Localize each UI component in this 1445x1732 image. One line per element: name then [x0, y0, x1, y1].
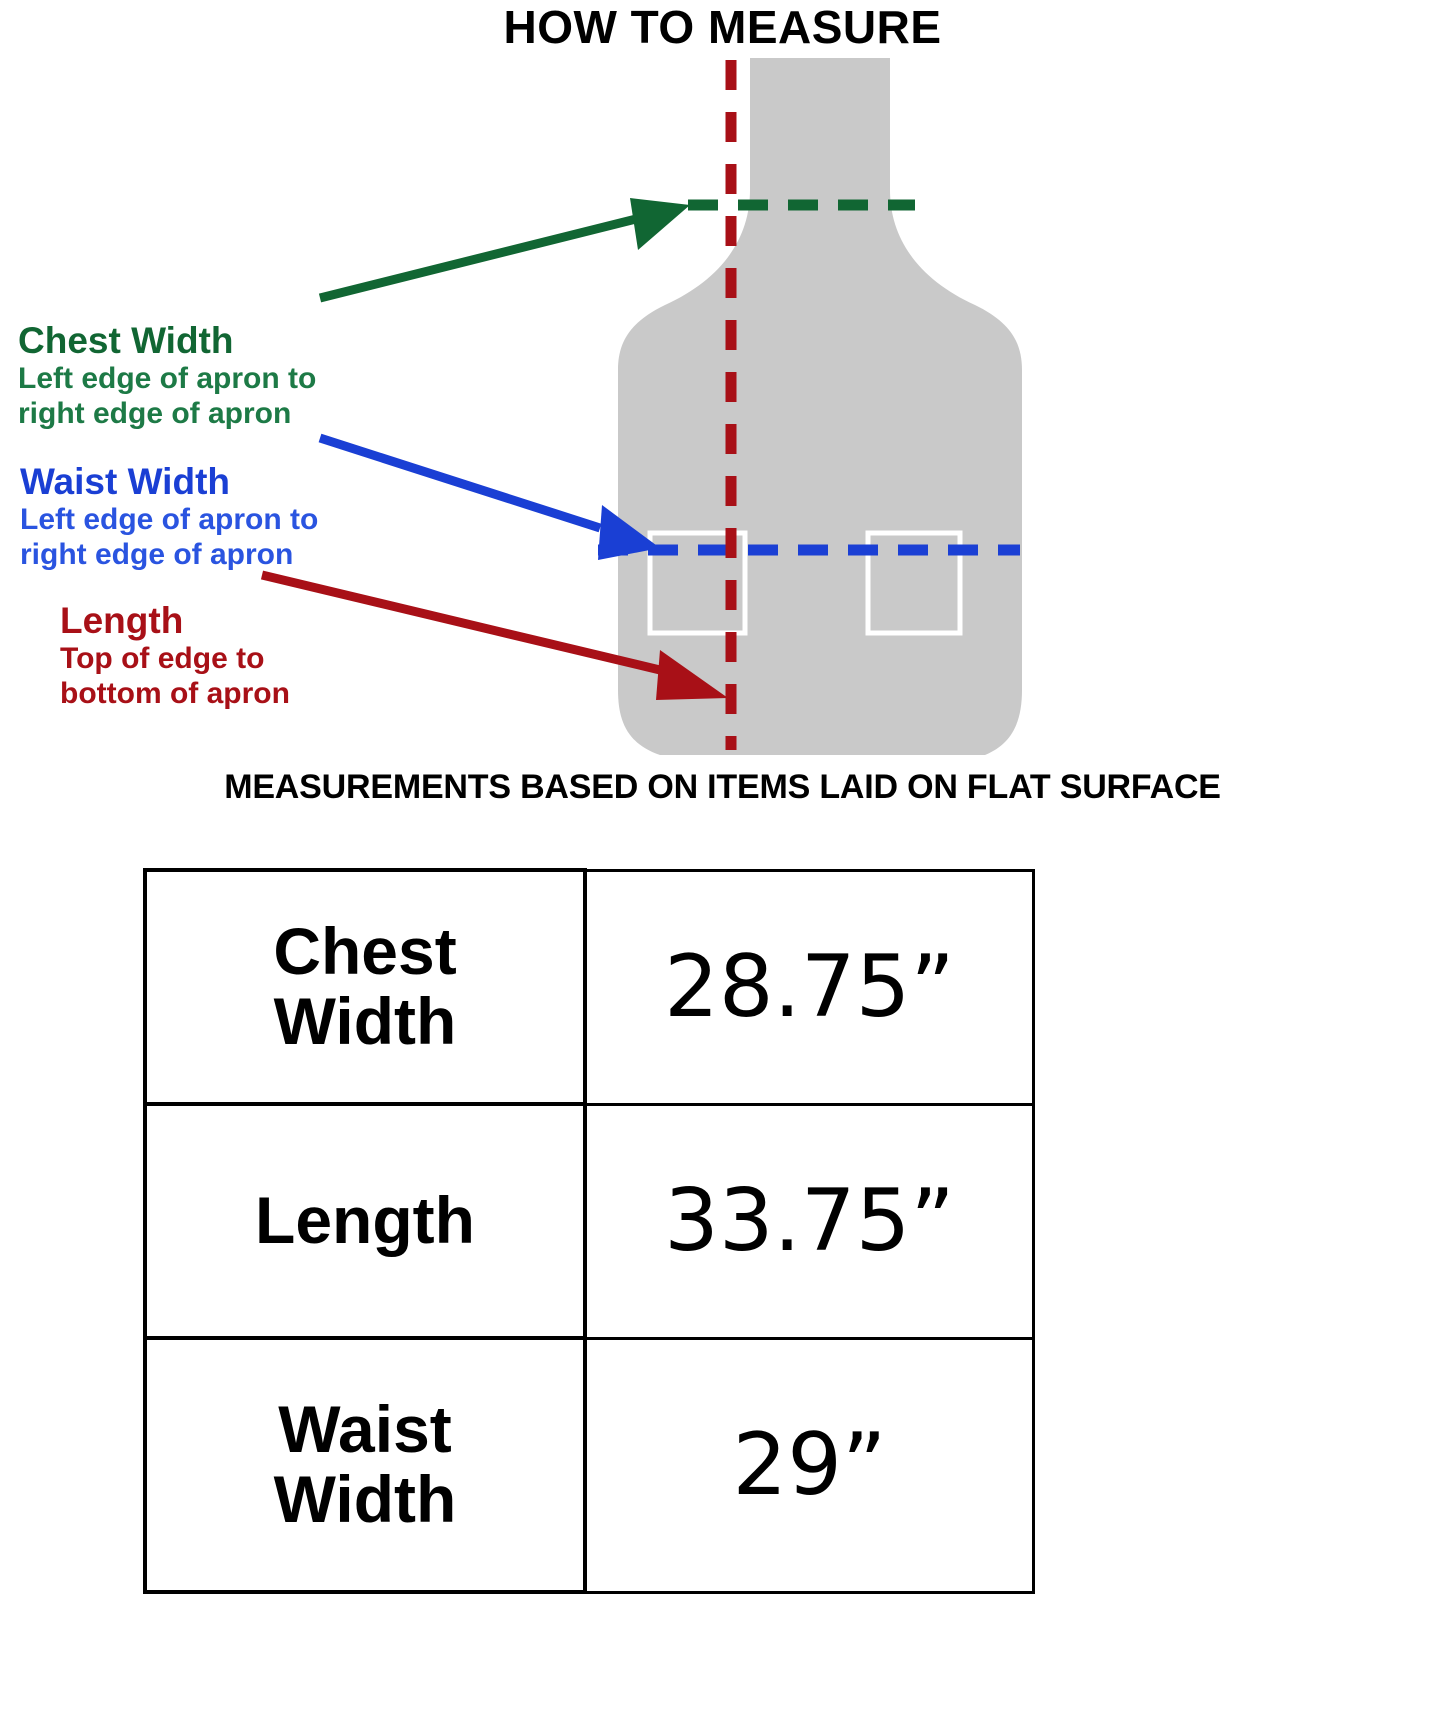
callout-length-heading: Length — [60, 600, 184, 641]
callout-length — [60, 602, 290, 712]
callout-waist-width — [20, 463, 318, 573]
callout-waist-heading: Waist Width — [20, 461, 230, 502]
row-label-length — [145, 1104, 585, 1338]
callout-chest-line2: right edge of apron — [18, 397, 292, 431]
row-label-waist-line1: Waist — [278, 1392, 452, 1467]
row-value-chest-width: 28.75” — [585, 870, 1034, 1104]
apron-diagram — [0, 50, 1445, 770]
measurements-table — [143, 868, 1035, 1594]
callout-waist-line2: right edge of apron — [20, 538, 294, 572]
row-label-length-line1: Length — [255, 1183, 475, 1258]
table-row — [145, 1338, 1034, 1592]
callout-length-line1: Top of edge to — [60, 641, 265, 675]
table-row — [145, 1104, 1034, 1338]
callout-waist-line1: Left edge of apron to — [20, 502, 319, 536]
waist-arrow — [320, 438, 660, 560]
row-label-waist-width — [145, 1338, 585, 1592]
row-value-length: 33.75” — [585, 1104, 1034, 1338]
callout-length-line2: bottom of apron — [60, 677, 290, 711]
row-label-waist-line2: Width — [273, 1462, 457, 1536]
callout-chest-line1: Left edge of apron to — [18, 361, 317, 395]
flat-surface-note: MEASUREMENTS BASED ON ITEMS LAID ON FLAT SURFACE — [224, 768, 1221, 806]
chest-arrow — [320, 198, 690, 298]
row-value-waist-width: 29” — [585, 1338, 1034, 1592]
row-label-chest-line1: Chest — [273, 914, 457, 989]
callout-chest-heading: Chest Width — [18, 320, 234, 361]
table-row — [145, 870, 1034, 1104]
row-label-chest-line2: Width — [273, 984, 457, 1058]
apron-shape — [618, 58, 1022, 755]
page-title: HOW TO MEASURE — [503, 1, 942, 53]
callout-chest-width — [18, 322, 316, 432]
row-label-chest-width — [145, 870, 585, 1104]
